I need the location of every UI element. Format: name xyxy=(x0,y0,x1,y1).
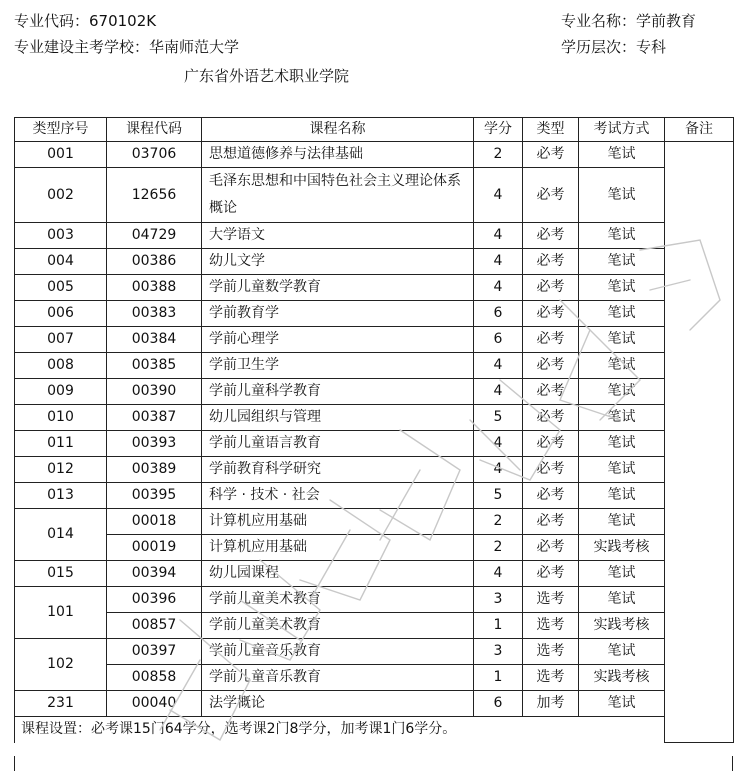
credit-cell: 2 xyxy=(474,142,523,168)
major-code: 专业代码：670102K xyxy=(14,12,157,30)
name-cell: 幼儿园组织与管理 xyxy=(202,405,474,431)
code-cell: 00857 xyxy=(107,613,202,639)
table-header-row xyxy=(15,118,734,142)
exam-cell: 实践考核 xyxy=(579,613,665,639)
type-cell: 选考 xyxy=(523,639,579,665)
name-cell: 学前心理学 xyxy=(202,327,474,353)
name-cell: 学前儿童音乐教育 xyxy=(202,639,474,665)
exam-cell: 笔试 xyxy=(579,327,665,353)
table-bottom-edge xyxy=(14,756,733,771)
table-row xyxy=(15,249,734,275)
type-cell: 必考 xyxy=(523,457,579,483)
name-cell: 学前儿童美术教育 xyxy=(202,613,474,639)
seq-cell: 013 xyxy=(15,483,107,509)
table-row xyxy=(15,535,734,561)
type-cell: 选考 xyxy=(523,587,579,613)
name-cell: 毛泽东思想和中国特色社会主义理论体系概论 xyxy=(202,168,474,223)
exam-cell: 笔试 xyxy=(579,379,665,405)
name-cell: 学前教育科学研究 xyxy=(202,457,474,483)
credit-cell: 2 xyxy=(474,509,523,535)
exam-cell: 笔试 xyxy=(579,275,665,301)
course-summary: 课程设置：必考课15门64学分，选考课2门8学分，加考课1门6学分。 xyxy=(15,717,734,743)
type-cell: 必考 xyxy=(523,405,579,431)
name-cell: 学前卫生学 xyxy=(202,353,474,379)
name-cell: 学前儿童美术教育 xyxy=(202,587,474,613)
code-cell: 00385 xyxy=(107,353,202,379)
code-cell: 00394 xyxy=(107,561,202,587)
table-row xyxy=(15,639,734,665)
exam-cell: 笔试 xyxy=(579,587,665,613)
column-header-type: 类型 xyxy=(523,118,579,142)
name-cell: 学前儿童数学教育 xyxy=(202,275,474,301)
type-cell: 选考 xyxy=(523,613,579,639)
type-cell: 必考 xyxy=(523,249,579,275)
exam-cell: 实践考核 xyxy=(579,535,665,561)
table-row xyxy=(15,379,734,405)
seq-cell: 014 xyxy=(15,509,107,561)
exam-cell: 笔试 xyxy=(579,561,665,587)
credit-cell: 4 xyxy=(474,457,523,483)
credit-cell: 4 xyxy=(474,431,523,457)
credit-cell: 4 xyxy=(474,223,523,249)
table-row xyxy=(15,613,734,639)
major-name: 专业名称：学前教育 xyxy=(561,12,697,30)
credit-cell: 6 xyxy=(474,327,523,353)
name-cell: 幼儿文学 xyxy=(202,249,474,275)
column-header-exam: 考试方式 xyxy=(579,118,665,142)
column-header-note: 备注 xyxy=(665,118,734,142)
type-cell: 必考 xyxy=(523,535,579,561)
code-cell: 00018 xyxy=(107,509,202,535)
exam-cell: 笔试 xyxy=(579,639,665,665)
type-cell: 必考 xyxy=(523,561,579,587)
name-cell: 学前儿童音乐教育 xyxy=(202,665,474,691)
column-header-credit: 学分 xyxy=(474,118,523,142)
exam-cell: 笔试 xyxy=(579,431,665,457)
code-cell: 00384 xyxy=(107,327,202,353)
table-row xyxy=(15,301,734,327)
name-cell: 学前教育学 xyxy=(202,301,474,327)
code-cell: 00388 xyxy=(107,275,202,301)
school-label: 专业建设主考学校：华南师范大学 xyxy=(14,38,240,56)
table-row xyxy=(15,327,734,353)
column-header-seq: 类型序号 xyxy=(15,118,107,142)
credit-cell: 1 xyxy=(474,613,523,639)
exam-cell: 笔试 xyxy=(579,457,665,483)
code-cell: 04729 xyxy=(107,223,202,249)
credit-cell: 4 xyxy=(474,561,523,587)
exam-cell: 笔试 xyxy=(579,483,665,509)
name-cell: 大学语文 xyxy=(202,223,474,249)
table-row xyxy=(15,587,734,613)
name-cell: 学前儿童语言教育 xyxy=(202,431,474,457)
table-row xyxy=(15,223,734,249)
name-cell: 幼儿园课程 xyxy=(202,561,474,587)
code-cell: 00393 xyxy=(107,431,202,457)
education-level: 学历层次：专科 xyxy=(561,38,667,56)
table-row xyxy=(15,561,734,587)
name-cell: 学前儿童科学教育 xyxy=(202,379,474,405)
code-cell: 00389 xyxy=(107,457,202,483)
type-cell: 必考 xyxy=(523,301,579,327)
exam-cell: 实践考核 xyxy=(579,665,665,691)
code-cell: 00387 xyxy=(107,405,202,431)
code-cell: 12656 xyxy=(107,168,202,223)
table-row xyxy=(15,457,734,483)
seq-cell: 008 xyxy=(15,353,107,379)
name-cell: 法学概论 xyxy=(202,691,474,717)
seq-cell: 004 xyxy=(15,249,107,275)
seq-cell: 009 xyxy=(15,379,107,405)
code-cell: 00390 xyxy=(107,379,202,405)
exam-cell: 笔试 xyxy=(579,301,665,327)
code-cell: 00397 xyxy=(107,639,202,665)
code-cell: 00858 xyxy=(107,665,202,691)
table-footer-row xyxy=(15,717,734,743)
exam-cell: 笔试 xyxy=(579,353,665,379)
credit-cell: 4 xyxy=(474,249,523,275)
credit-cell: 3 xyxy=(474,587,523,613)
name-cell: 科学 · 技术 · 社会 xyxy=(202,483,474,509)
table-row xyxy=(15,509,734,535)
table-row xyxy=(15,431,734,457)
seq-cell: 001 xyxy=(15,142,107,168)
credit-cell: 4 xyxy=(474,353,523,379)
credit-cell: 4 xyxy=(474,275,523,301)
code-cell: 00019 xyxy=(107,535,202,561)
table-row xyxy=(15,275,734,301)
table-row xyxy=(15,691,734,717)
exam-cell: 笔试 xyxy=(579,509,665,535)
table-row xyxy=(15,483,734,509)
course-table xyxy=(14,117,734,743)
type-cell: 必考 xyxy=(523,379,579,405)
code-cell: 03706 xyxy=(107,142,202,168)
credit-cell: 5 xyxy=(474,483,523,509)
credit-cell: 6 xyxy=(474,691,523,717)
credit-cell: 6 xyxy=(474,301,523,327)
column-header-code: 课程代码 xyxy=(107,118,202,142)
credit-cell: 4 xyxy=(474,379,523,405)
seq-cell: 005 xyxy=(15,275,107,301)
table-row xyxy=(15,168,734,223)
type-cell: 加考 xyxy=(523,691,579,717)
table-row xyxy=(15,353,734,379)
column-header-name: 课程名称 xyxy=(202,118,474,142)
code-cell: 00395 xyxy=(107,483,202,509)
seq-cell: 003 xyxy=(15,223,107,249)
exam-cell: 笔试 xyxy=(579,168,665,223)
seq-cell: 101 xyxy=(15,587,107,639)
type-cell: 必考 xyxy=(523,431,579,457)
school-second: 广东省外语艺术职业学院 xyxy=(184,67,350,85)
table-row xyxy=(15,665,734,691)
credit-cell: 1 xyxy=(474,665,523,691)
seq-cell: 007 xyxy=(15,327,107,353)
type-cell: 必考 xyxy=(523,327,579,353)
name-cell: 计算机应用基础 xyxy=(202,509,474,535)
exam-cell: 笔试 xyxy=(579,142,665,168)
credit-cell: 5 xyxy=(474,405,523,431)
type-cell: 必考 xyxy=(523,168,579,223)
type-cell: 必考 xyxy=(523,353,579,379)
exam-cell: 笔试 xyxy=(579,691,665,717)
seq-cell: 011 xyxy=(15,431,107,457)
type-cell: 必考 xyxy=(523,509,579,535)
seq-cell: 231 xyxy=(15,691,107,717)
exam-cell: 笔试 xyxy=(579,405,665,431)
seq-cell: 102 xyxy=(15,639,107,691)
code-cell: 00386 xyxy=(107,249,202,275)
exam-cell: 笔试 xyxy=(579,249,665,275)
code-cell: 00040 xyxy=(107,691,202,717)
code-cell: 00383 xyxy=(107,301,202,327)
type-cell: 选考 xyxy=(523,665,579,691)
seq-cell: 002 xyxy=(15,168,107,223)
code-cell: 00396 xyxy=(107,587,202,613)
note-cell xyxy=(665,142,734,743)
credit-cell: 2 xyxy=(474,535,523,561)
seq-cell: 015 xyxy=(15,561,107,587)
type-cell: 必考 xyxy=(523,142,579,168)
type-cell: 必考 xyxy=(523,275,579,301)
name-cell: 思想道德修养与法律基础 xyxy=(202,142,474,168)
table-row xyxy=(15,142,734,168)
exam-cell: 笔试 xyxy=(579,223,665,249)
credit-cell: 4 xyxy=(474,168,523,223)
credit-cell: 3 xyxy=(474,639,523,665)
type-cell: 必考 xyxy=(523,223,579,249)
seq-cell: 006 xyxy=(15,301,107,327)
table-row xyxy=(15,405,734,431)
name-cell: 计算机应用基础 xyxy=(202,535,474,561)
seq-cell: 012 xyxy=(15,457,107,483)
seq-cell: 010 xyxy=(15,405,107,431)
type-cell: 必考 xyxy=(523,483,579,509)
